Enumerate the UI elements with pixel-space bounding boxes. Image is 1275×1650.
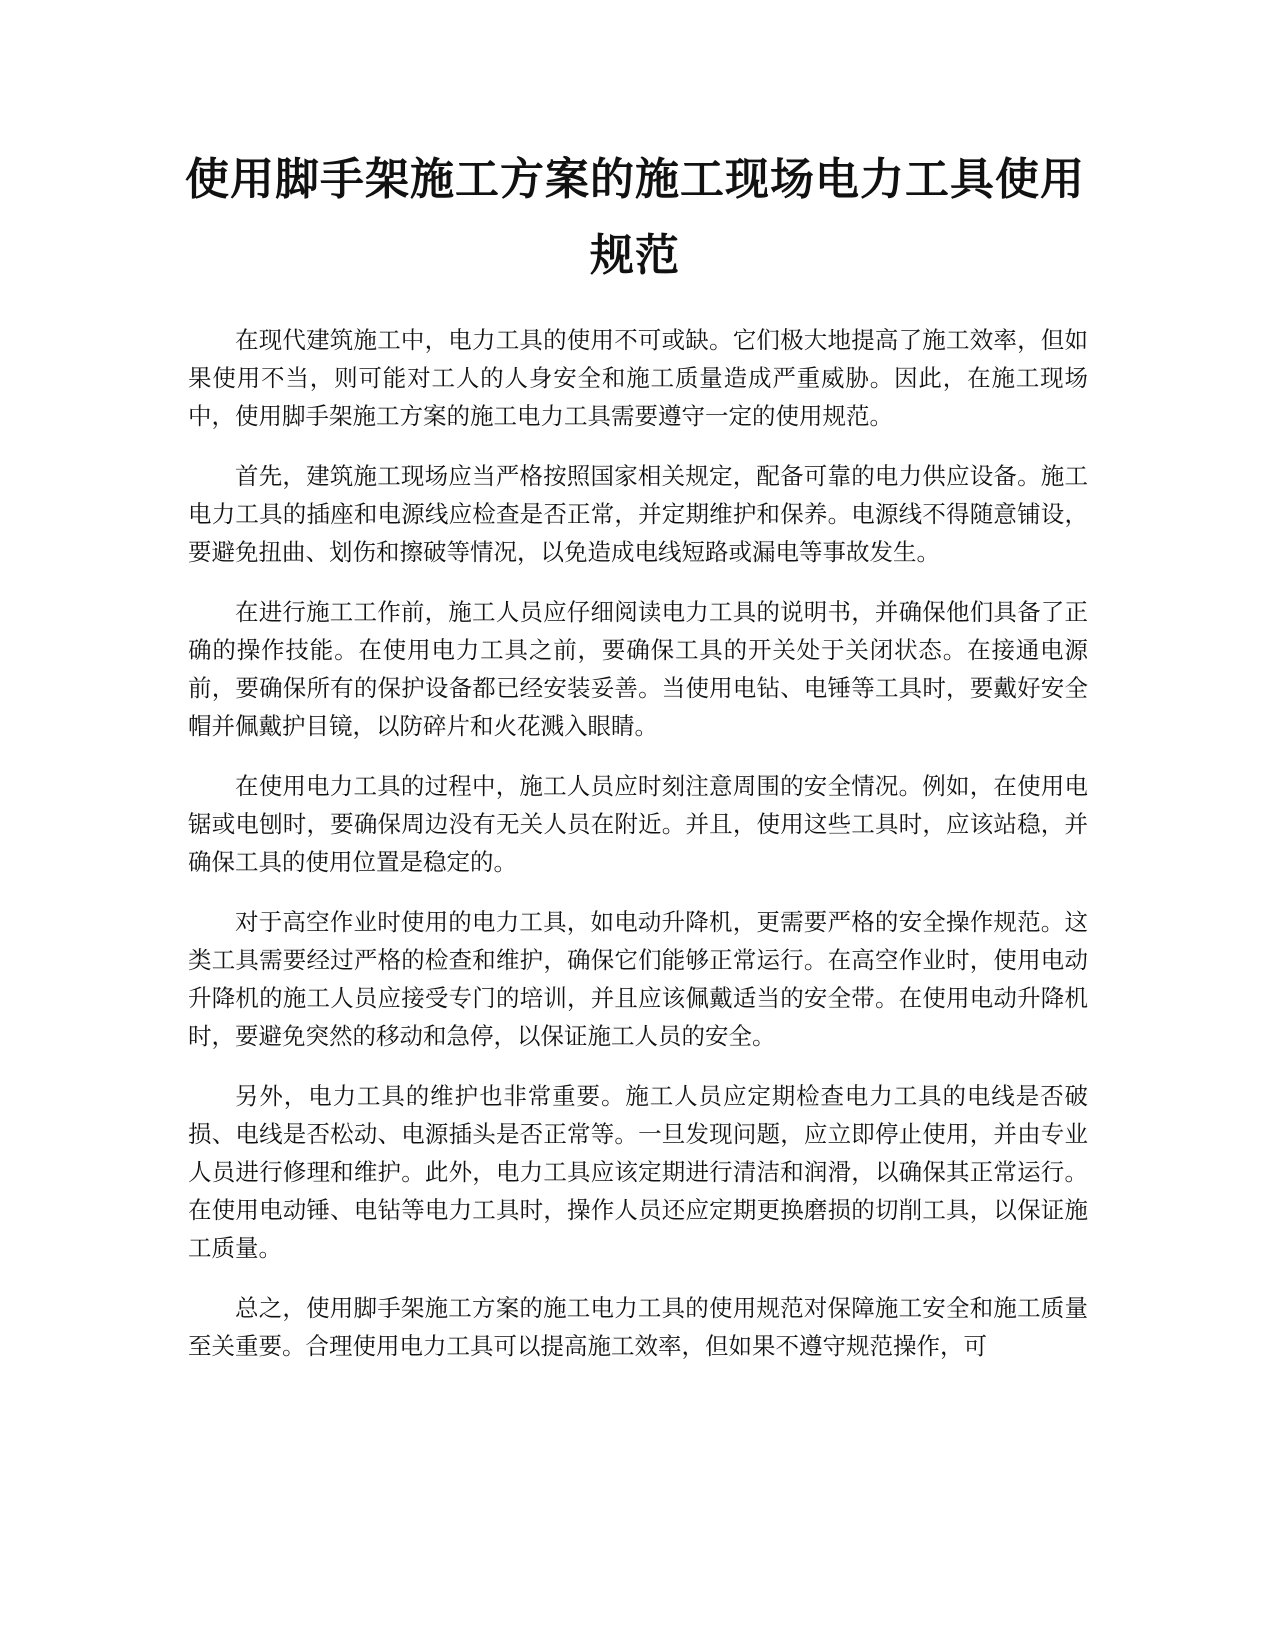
paragraph-3: 在进行施工工作前，施工人员应仔细阅读电力工具的说明书，并确保他们具备了正确的操作技能。在使用电力工具之前，要确保工具的开关处于关闭状态。在接通电源前，要确保所有的保护设备都已经安装妥善。当使用电钻、电锤等工具时，要戴好安全帽并佩戴护目镜，以防碎片和火花溅入眼睛。 <box>188 598 1088 740</box>
paragraph-1: 在现代建筑施工中，电力工具的使用不可或缺。它们极大地提高了施工效率，但如果使用不当，则可能对工人的人身安全和施工质量造成严重威胁。因此，在施工现场中，使用脚手架施工方案的施工电力工具需要遵守一定的使用规范。 <box>188 326 1088 430</box>
paragraph-2: 首先，建筑施工现场应当严格按照国家相关规定，配备可靠的电力供应设备。施工电力工具的插座和电源线应检查是否正常，并定期维护和保养。电源线不得随意铺设，要避免扭曲、划伤和擦破等情况，以免造成电线短路或漏电等事故发生。 <box>188 462 1088 566</box>
paragraph-5: 对于高空作业时使用的电力工具，如电动升降机，更需要严格的安全操作规范。这类工具需要经过严格的检查和维护，确保它们能够正常运行。在高空作业时，使用电动升降机的施工人员应接受专门的培训，并且应该佩戴适当的安全带。在使用电动升降机时，要避免突然的移动和急停，以保证施工人员的安全。 <box>188 908 1088 1050</box>
document-body <box>188 321 1088 1387</box>
page-title: 使用脚手架施工方案的施工现场电力工具使用规范 <box>185 154 1085 281</box>
paragraph-7: 总之，使用脚手架施工方案的施工电力工具的使用规范对保障施工安全和施工质量至关重要。合理使用电力工具可以提高施工效率，但如果不遵守规范操作，可 <box>188 1294 1088 1360</box>
paragraph-6: 另外，电力工具的维护也非常重要。施工人员应定期检查电力工具的电线是否破损、电线是否松动、电源插头是否正常等。一旦发现问题，应立即停止使用，并由专业人员进行修理和维护。此外，电力工具应该定期进行清洁和润滑，以确保其正常运行。在使用电动锤、电钻等电力工具时，操作人员还应定期更换磨损的切削工具，以保证施工质量。 <box>188 1082 1088 1262</box>
paragraph-4: 在使用电力工具的过程中，施工人员应时刻注意周围的安全情况。例如，在使用电锯或电刨时，要确保周边没有无关人员在附近。并且，使用这些工具时，应该站稳，并确保工具的使用位置是稳定的。 <box>188 772 1088 876</box>
